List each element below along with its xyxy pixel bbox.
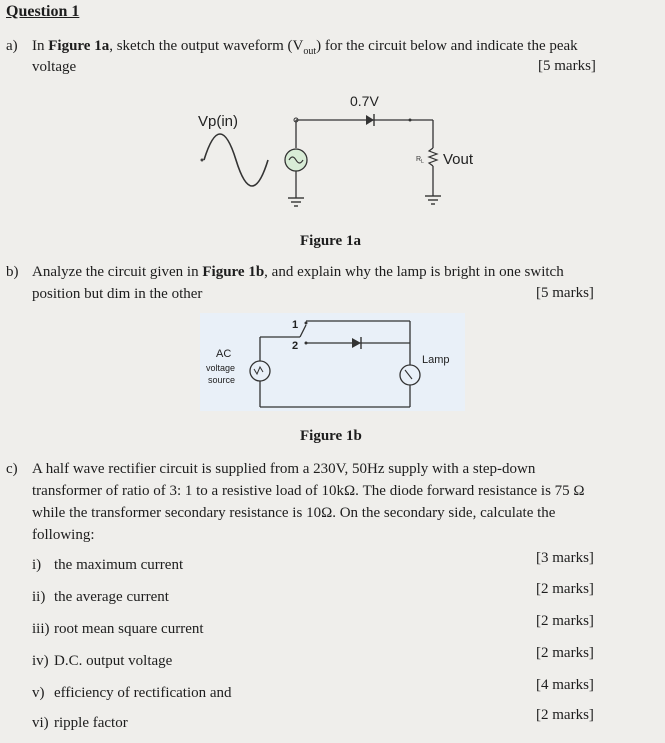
part-b-marks: [5 marks] [536, 285, 594, 301]
rl-label: $R_L$ [416, 156, 424, 165]
part-c-line1: A half wave rectifier circuit is supplied from a 230V, 50Hz supply with a step-down [32, 461, 536, 477]
subitem-marks: [2 marks] [536, 581, 594, 597]
part-c-label: c) [6, 461, 18, 477]
switch-position-2: 2 [292, 340, 299, 352]
part-a-line1: In Figure 1a, sketch the output waveform $(V_{out})$ for the circuit below and indicate the peak [32, 38, 578, 57]
subitem-marks: [2 marks] [536, 707, 594, 723]
switch-icon [300, 325, 306, 337]
part-c-line3: while the transformer secondary resistance is 10Ω. On the secondary side, calculate the [32, 505, 556, 521]
subitem-text: the maximum current [54, 557, 184, 573]
sine-wave-icon [204, 134, 268, 186]
figure-1b-ref: Figure 1b [202, 264, 265, 280]
subitem-num: vi) [32, 715, 49, 731]
vp-in-label: Vp(in) [198, 113, 239, 130]
part-b-label: b) [6, 264, 19, 280]
ac-source-icon [250, 361, 270, 381]
subitem-text: the average current [54, 589, 169, 605]
diode-icon [366, 115, 374, 125]
switch-position-1: 1 [292, 319, 299, 331]
part-b-line2: position but dim in the other [32, 286, 203, 302]
figure-1a-circuit [190, 88, 500, 218]
part-c-line4: following: [32, 527, 95, 543]
part-a-line2: voltage [32, 59, 77, 75]
part-a-label: a) [6, 38, 18, 54]
subitem-num: v) [32, 685, 45, 701]
vout-label: Vout [443, 151, 474, 168]
figure-1a-caption: Figure 1a [300, 233, 361, 249]
figure-1b-caption: Figure 1b [300, 428, 362, 444]
subitem-num: ii) [32, 589, 46, 605]
lamp-label: Lamp [422, 354, 450, 366]
source-label-source: source [208, 375, 236, 385]
part-b-line1: Analyze the circuit given in Figure 1b, and explain why the lamp is bright in one switch [32, 264, 564, 280]
part-c-line2: transformer of ratio of 3: 1 to a resistive load of 10kΩ. The diode forward resistance is 75 Ω [32, 483, 585, 499]
subitem-text: efficiency of rectification and [54, 685, 232, 701]
load-resistor-icon [429, 148, 437, 166]
diode-icon [352, 338, 361, 348]
subitem-num: i) [32, 557, 42, 573]
subitem-marks: [3 marks] [536, 550, 594, 566]
diode-voltage-label: 0.7V [350, 93, 379, 109]
subitem-marks: [2 marks] [536, 613, 594, 629]
subitem-text: ripple factor [54, 715, 128, 731]
subitem-marks: [4 marks] [536, 677, 594, 693]
figure-1b-circuit [200, 313, 465, 411]
subitem-marks: [2 marks] [536, 645, 594, 661]
subitem-text: root mean square current [54, 621, 204, 637]
figure-1a-ref: Figure 1a [48, 38, 110, 54]
subitem-text: D.C. output voltage [54, 653, 173, 669]
question-title: Question 1 [6, 3, 80, 20]
lamp-icon [400, 365, 420, 385]
subitem-num: iv) [32, 653, 49, 669]
source-label-ac: AC [216, 348, 232, 360]
subitem-num: iii) [32, 621, 50, 637]
source-label-voltage: voltage [206, 363, 236, 373]
part-a-marks: [5 marks] [538, 58, 596, 74]
